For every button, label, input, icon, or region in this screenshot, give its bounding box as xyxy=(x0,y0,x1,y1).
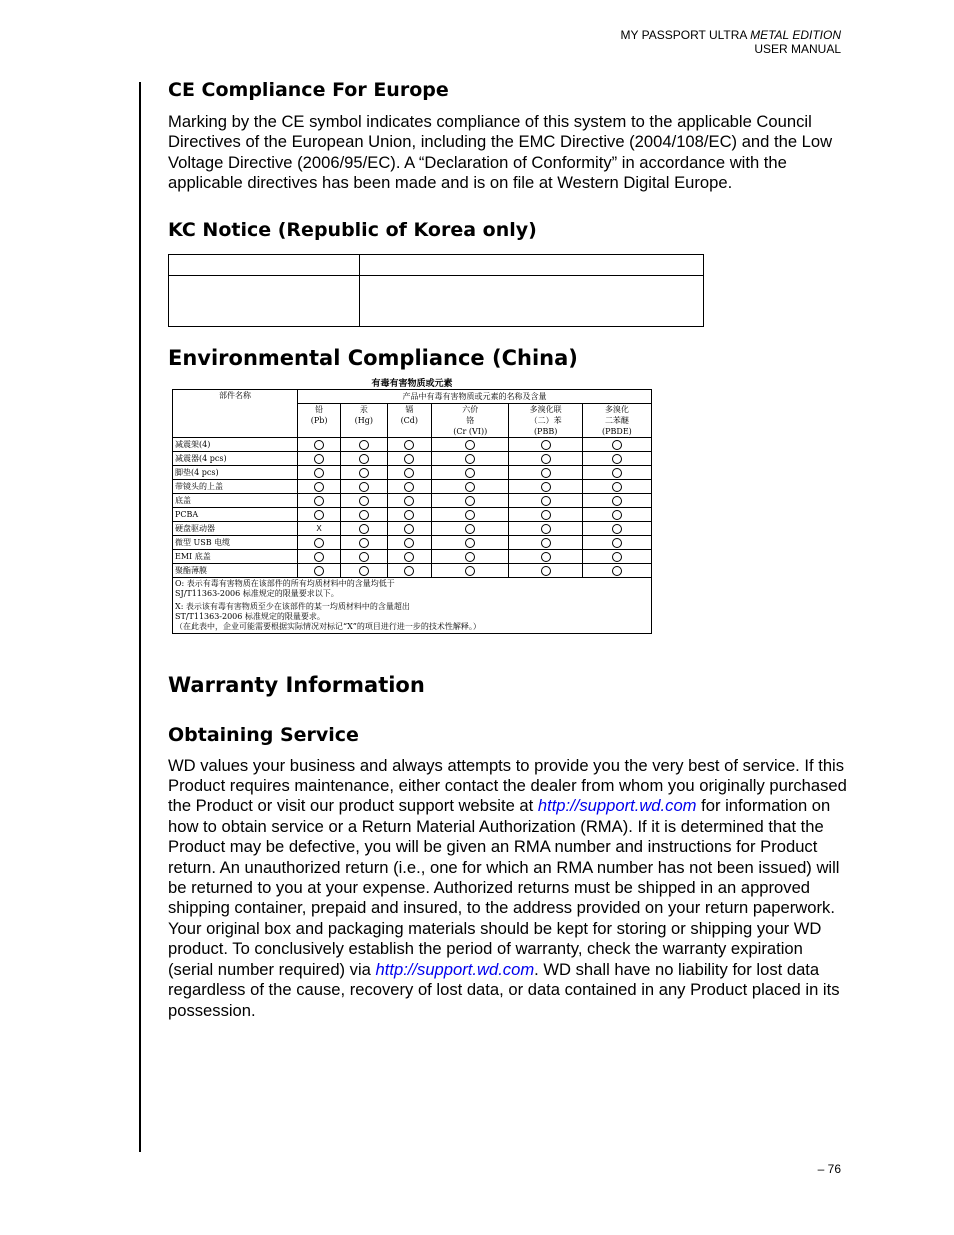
circle-icon xyxy=(404,566,414,576)
compliant-mark xyxy=(465,565,475,576)
compliance-cell xyxy=(432,521,509,535)
compliance-cell xyxy=(387,479,432,493)
part-name: 减震架(4) xyxy=(173,437,298,451)
circle-icon xyxy=(404,482,414,492)
column-header xyxy=(432,403,509,437)
table-row xyxy=(173,465,652,479)
header-line-1 xyxy=(620,28,841,42)
ce-heading: CE Compliance For Europe xyxy=(168,79,449,101)
compliant-mark xyxy=(314,495,324,506)
compliant-mark xyxy=(612,523,622,534)
compliance-cell xyxy=(509,493,582,507)
compliance-cell xyxy=(509,535,582,549)
compliant-mark xyxy=(541,439,551,450)
compliance-cell xyxy=(432,451,509,465)
compliant-mark xyxy=(541,565,551,576)
column-symbol: (PBDE) xyxy=(602,426,632,436)
circle-icon xyxy=(541,454,551,464)
circle-icon xyxy=(541,440,551,450)
compliant-mark xyxy=(465,523,475,534)
compliant-mark xyxy=(404,439,414,450)
compliance-cell xyxy=(298,479,341,493)
compliance-value: X xyxy=(316,523,322,533)
compliance-cell xyxy=(509,437,582,451)
compliance-cell xyxy=(387,535,432,549)
circle-icon xyxy=(541,468,551,478)
compliant-mark xyxy=(612,453,622,464)
compliance-cell xyxy=(387,465,432,479)
compliant-mark xyxy=(612,551,622,562)
compliance-cell xyxy=(298,451,341,465)
compliance-cell xyxy=(298,535,341,549)
part-name: PCBA xyxy=(173,507,298,521)
compliant-mark xyxy=(465,495,475,506)
compliant-mark xyxy=(314,509,324,520)
circle-icon xyxy=(612,496,622,506)
circle-icon xyxy=(314,468,324,478)
warranty-heading: Warranty Information xyxy=(168,672,425,697)
column-header xyxy=(298,403,341,437)
column-header xyxy=(582,403,651,437)
compliance-cell xyxy=(432,465,509,479)
circle-icon xyxy=(359,552,369,562)
compliance-cell xyxy=(298,521,341,535)
column-header xyxy=(341,403,387,437)
table-row xyxy=(173,507,652,521)
circle-icon xyxy=(314,566,324,576)
part-header: 部件名称 xyxy=(173,389,298,437)
compliance-cell xyxy=(341,437,387,451)
compliance-cell xyxy=(582,493,651,507)
env-heading: Environmental Compliance (China) xyxy=(168,345,578,370)
table-row xyxy=(173,451,652,465)
column-substance-name: 铅 xyxy=(315,404,324,414)
circle-icon xyxy=(359,496,369,506)
compliance-cell xyxy=(341,535,387,549)
header-line-2: USER MANUAL xyxy=(754,42,841,56)
circle-icon xyxy=(359,510,369,520)
compliance-cell xyxy=(509,521,582,535)
compliant-mark xyxy=(359,509,369,520)
column-symbol: (Pb) xyxy=(310,415,328,425)
circle-icon xyxy=(465,552,475,562)
kc-cell xyxy=(360,254,704,275)
compliance-cell xyxy=(582,535,651,549)
compliant-mark xyxy=(359,495,369,506)
warranty-body xyxy=(168,756,848,1021)
circle-icon xyxy=(465,496,475,506)
circle-icon xyxy=(404,510,414,520)
compliant-mark xyxy=(541,481,551,492)
compliance-cell xyxy=(582,507,651,521)
compliant-mark xyxy=(541,509,551,520)
warranty-text-3: . WD shall have no liability for lost data regardless of the cause, recovery of lost data, or data contained in any Product placed in its possession. xyxy=(168,959,840,1020)
header-edition: METAL EDITION xyxy=(750,28,841,42)
compliant-mark xyxy=(314,467,324,478)
compliant-mark xyxy=(404,467,414,478)
circle-icon xyxy=(612,454,622,464)
compliance-cell xyxy=(387,437,432,451)
circle-icon xyxy=(541,510,551,520)
circle-icon xyxy=(612,566,622,576)
circle-icon xyxy=(404,468,414,478)
note-line: SJ/T11363-2006 标准规定的限量要求以下。 xyxy=(175,588,339,598)
compliant-mark xyxy=(404,509,414,520)
compliant-mark xyxy=(314,537,324,548)
part-name: EMI 底盖 xyxy=(173,549,298,563)
compliant-mark xyxy=(612,467,622,478)
compliant-mark xyxy=(465,509,475,520)
compliance-cell xyxy=(341,465,387,479)
circle-icon xyxy=(314,538,324,548)
part-name: 脚垫(4 pcs) xyxy=(173,465,298,479)
compliance-cell xyxy=(509,451,582,465)
compliance-cell xyxy=(387,451,432,465)
circle-icon xyxy=(359,468,369,478)
circle-icon xyxy=(541,538,551,548)
compliance-cell xyxy=(582,521,651,535)
circle-icon xyxy=(541,496,551,506)
kc-cell xyxy=(169,275,360,326)
column-symbol: (Hg) xyxy=(354,415,373,425)
compliant-mark xyxy=(404,495,414,506)
compliance-cell xyxy=(432,493,509,507)
compliant-mark xyxy=(612,481,622,492)
compliant-mark xyxy=(541,495,551,506)
compliance-cell xyxy=(298,507,341,521)
column-symbol: (PBB) xyxy=(533,426,558,436)
compliance-cell xyxy=(432,479,509,493)
support-link[interactable]: http://support.wd.com xyxy=(537,796,697,816)
circle-icon xyxy=(404,496,414,506)
compliance-cell xyxy=(387,507,432,521)
part-name: 微型 USB 电缆 xyxy=(173,535,298,549)
compliant-mark xyxy=(541,453,551,464)
compliance-cell xyxy=(582,479,651,493)
compliance-cell xyxy=(509,563,582,577)
column-header xyxy=(387,403,432,437)
compliant-mark xyxy=(359,551,369,562)
circle-icon xyxy=(404,524,414,534)
compliance-cell xyxy=(341,521,387,535)
column-substance-name: 六价 铬 xyxy=(462,404,479,425)
compliance-cell xyxy=(432,507,509,521)
circle-icon xyxy=(314,496,324,506)
part-name: 带镜头的上盖 xyxy=(173,479,298,493)
compliance-cell xyxy=(582,563,651,577)
circle-icon xyxy=(314,440,324,450)
compliance-cell xyxy=(582,437,651,451)
compliance-cell xyxy=(509,479,582,493)
circle-icon xyxy=(314,510,324,520)
compliant-mark xyxy=(612,495,622,506)
compliant-mark xyxy=(359,537,369,548)
compliant-mark xyxy=(465,537,475,548)
compliance-cell xyxy=(387,563,432,577)
circle-icon xyxy=(541,552,551,562)
warranty-text-2: for information on how to obtain service or a Return Material Authorization (RMA). If it is determined that the Product may be defective, you will be given an RMA number and instructions for Product return. An unauthorized return (i.e., one for which an RMA number has not been issued) will be returned to you at your expense. Authorized returns must be shipped in an approved shipping container, prepaid and insured, to the address provided on your return paperwork. Your original box and packaging materials should be kept for storing or shipping your WD product. To conclusively establish the period of warranty, check the warranty expiration (serial number required) via xyxy=(168,796,840,979)
circle-icon xyxy=(314,482,324,492)
circle-icon xyxy=(404,538,414,548)
compliance-cell xyxy=(432,437,509,451)
part-name: 聚酯薄膜 xyxy=(173,563,298,577)
circle-icon xyxy=(612,538,622,548)
compliant-mark xyxy=(314,565,324,576)
compliance-cell xyxy=(298,437,341,451)
compliant-mark xyxy=(314,453,324,464)
circle-icon xyxy=(359,454,369,464)
page-header xyxy=(620,28,841,56)
compliant-mark xyxy=(314,439,324,450)
column-header xyxy=(509,403,582,437)
compliant-mark xyxy=(465,453,475,464)
compliance-cell xyxy=(582,465,651,479)
compliant-mark xyxy=(359,481,369,492)
compliant-mark xyxy=(404,481,414,492)
circle-icon xyxy=(612,468,622,478)
compliance-cell xyxy=(298,465,341,479)
circle-icon xyxy=(465,566,475,576)
circle-icon xyxy=(314,552,324,562)
env-table-body xyxy=(173,437,652,577)
table-row xyxy=(173,521,652,535)
compliant-mark xyxy=(465,551,475,562)
circle-icon xyxy=(465,454,475,464)
compliant-mark xyxy=(465,467,475,478)
note-line: X: 表示该有毒有害物质至少在该部件的某一均质材料中的含量超出 xyxy=(175,601,410,611)
compliant-mark xyxy=(404,565,414,576)
compliant-mark xyxy=(541,523,551,534)
circle-icon xyxy=(612,440,622,450)
support-link[interactable]: http://support.wd.com xyxy=(375,959,535,979)
compliance-cell xyxy=(298,549,341,563)
compliance-cell xyxy=(341,479,387,493)
compliant-mark xyxy=(359,467,369,478)
header-product: MY PASSPORT ULTRA xyxy=(620,28,751,42)
circle-icon xyxy=(404,454,414,464)
circle-icon xyxy=(612,510,622,520)
compliance-cell xyxy=(298,493,341,507)
kc-cell xyxy=(169,254,360,275)
compliant-mark xyxy=(314,551,324,562)
compliant-mark xyxy=(612,537,622,548)
compliance-cell xyxy=(432,535,509,549)
compliant-mark xyxy=(359,453,369,464)
circle-icon xyxy=(465,510,475,520)
table-row xyxy=(173,479,652,493)
compliant-mark xyxy=(404,523,414,534)
table-row xyxy=(173,535,652,549)
circle-icon xyxy=(404,440,414,450)
table-notes xyxy=(173,577,652,633)
obtaining-service-heading: Obtaining Service xyxy=(168,723,359,746)
compliant-mark xyxy=(612,565,622,576)
compliant-mark xyxy=(314,481,324,492)
compliance-cell xyxy=(582,451,651,465)
circle-icon xyxy=(612,524,622,534)
circle-icon xyxy=(359,440,369,450)
compliance-cell xyxy=(341,493,387,507)
column-symbol: (Cr (VI)) xyxy=(453,426,488,436)
circle-icon xyxy=(541,524,551,534)
compliance-cell xyxy=(432,549,509,563)
compliant-mark xyxy=(359,439,369,450)
compliance-cell xyxy=(387,521,432,535)
circle-icon xyxy=(612,552,622,562)
part-name: 底盖 xyxy=(173,493,298,507)
circle-icon xyxy=(404,552,414,562)
compliant-mark xyxy=(612,509,622,520)
compliance-cell xyxy=(387,549,432,563)
circle-icon xyxy=(465,538,475,548)
column-substance-name: 多溴化联 （二）苯 xyxy=(529,404,562,425)
env-table xyxy=(172,389,652,634)
circle-icon xyxy=(359,538,369,548)
table-row xyxy=(173,437,652,451)
part-name: 硬盘驱动器 xyxy=(173,521,298,535)
compliance-cell xyxy=(582,549,651,563)
circle-icon xyxy=(359,566,369,576)
kc-table xyxy=(168,254,704,327)
warranty-text-1: WD values your business and always attempts to provide you the very best of service. If this Product requires maintenance, either contact the dealer from whom you originally purchased the Product or visit our product support website at xyxy=(168,755,847,816)
kc-cell xyxy=(360,275,704,326)
page-number: – 76 xyxy=(817,1162,841,1176)
compliance-cell xyxy=(341,451,387,465)
table-row xyxy=(173,563,652,577)
note-line: （在此表中，企业可能需要根据实际情况对标记“X”的项目进行进一步的技术性解释。） xyxy=(175,621,481,631)
part-name: 减震器(4 pcs) xyxy=(173,451,298,465)
compliant-mark xyxy=(541,537,551,548)
note-line: ST/T11363-2006 标准规定的限量要求。 xyxy=(175,611,325,621)
env-table-wrap xyxy=(172,377,848,634)
circle-icon xyxy=(465,482,475,492)
table-row xyxy=(173,493,652,507)
compliance-cell xyxy=(509,507,582,521)
group-header: 产品中有毒有害物质或元素的名称及含量 xyxy=(298,389,652,403)
compliance-cell xyxy=(298,563,341,577)
compliant-mark xyxy=(404,551,414,562)
ce-body: Marking by the CE symbol indicates compliance of this system to the applicable Council Directives of the European Union, including the EMC Directive (2004/108/EC) and the Low Voltage Directive (2006/95/EC). A “Declaration of Conformity” in accordance with the applicable directives has been made and is on file at Western Digital Europe. xyxy=(168,112,833,193)
compliance-cell xyxy=(387,493,432,507)
circle-icon xyxy=(465,524,475,534)
compliant-mark xyxy=(359,565,369,576)
circle-icon xyxy=(541,566,551,576)
compliant-mark xyxy=(541,551,551,562)
column-substance-name: 汞 xyxy=(359,404,368,414)
compliance-cell xyxy=(509,465,582,479)
circle-icon xyxy=(465,468,475,478)
note-line: O: 表示有毒有害物质在该部件的所有均质材料中的含量均低于 xyxy=(175,578,395,588)
compliant-mark xyxy=(612,439,622,450)
circle-icon xyxy=(612,482,622,492)
table-row xyxy=(173,549,652,563)
compliant-mark xyxy=(465,439,475,450)
column-symbol: (Cd) xyxy=(400,415,419,425)
margin-rule xyxy=(139,82,141,1152)
circle-icon xyxy=(314,454,324,464)
circle-icon xyxy=(359,482,369,492)
circle-icon xyxy=(465,440,475,450)
compliant-mark xyxy=(404,453,414,464)
compliant-mark xyxy=(465,481,475,492)
compliance-cell xyxy=(509,549,582,563)
env-table-title: 有毒有害物质或元素 xyxy=(371,377,453,388)
column-substance-name: 镉 xyxy=(405,404,414,414)
compliance-cell xyxy=(341,563,387,577)
kc-heading: KC Notice (Republic of Korea only) xyxy=(168,218,537,241)
compliance-cell xyxy=(341,549,387,563)
column-substance-name: 多溴化 二苯醚 xyxy=(604,404,629,425)
compliance-cell xyxy=(341,507,387,521)
compliant-mark xyxy=(404,537,414,548)
compliance-cell xyxy=(432,563,509,577)
circle-icon xyxy=(359,524,369,534)
compliant-mark xyxy=(359,523,369,534)
page-content xyxy=(168,78,848,1021)
compliant-mark xyxy=(541,467,551,478)
circle-icon xyxy=(541,482,551,492)
